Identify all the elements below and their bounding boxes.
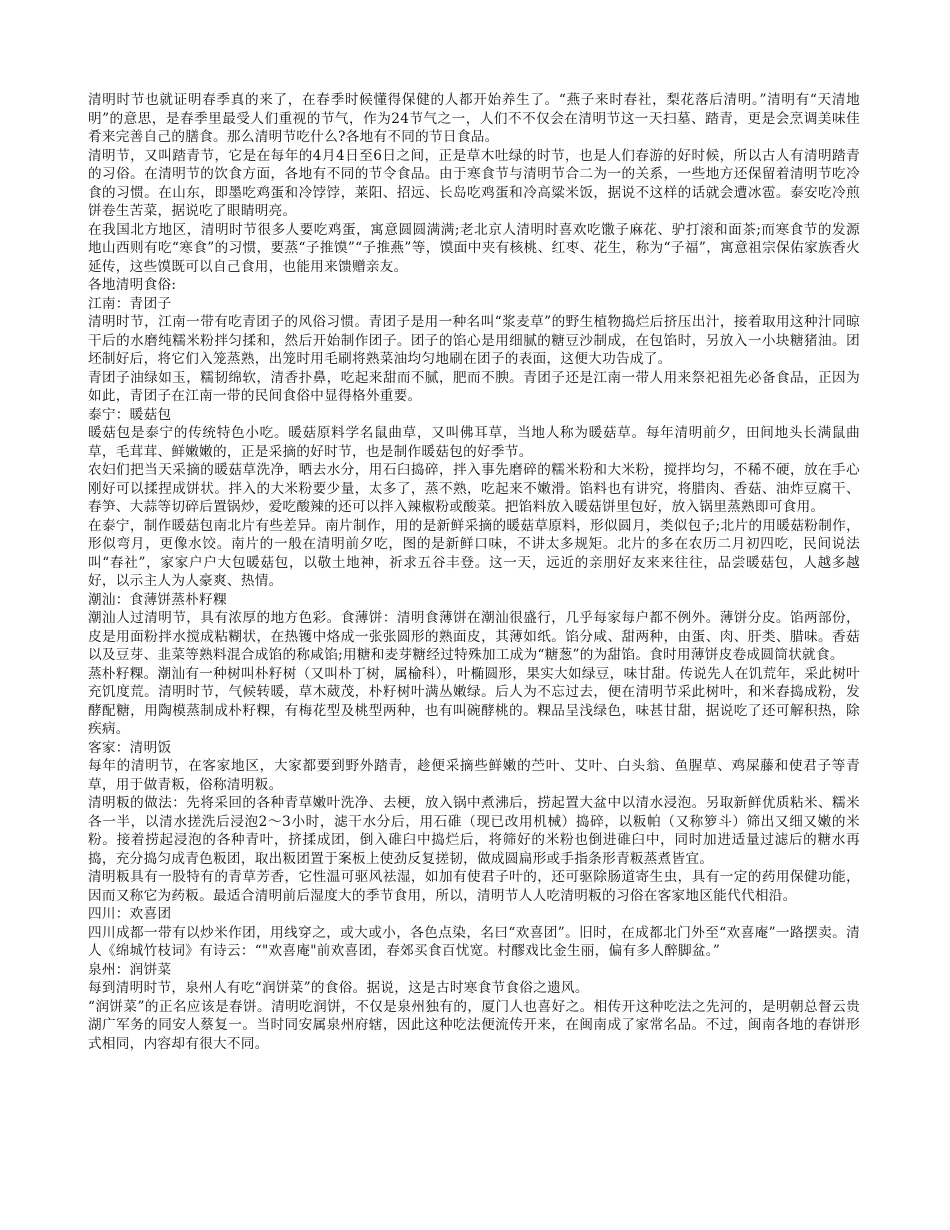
document-body [88,91,860,1053]
heading-sichuan: 四川：欢喜团 [88,906,172,922]
north-china-paragraph: 在我国北方地区，清明时节很多人要吃鸡蛋，寓意圆圆满满;老北京人清明时喜欢吃馓子麻花、驴打滚和面茶;而寒食节的发源地山西则有吃“寒食”的习惯，要蒸“子推馍”“子推燕”等，馍面中夹有核桃、红枣、花生，称为“子福”，寓意祖宗保佑家族香火延传，这些馍既可以自己食用，也能用来馈赠亲友。 [88,221,860,275]
heading-taining: 泰宁：暖菇包 [88,406,172,423]
intro-paragraph: 清明时节也就证明春季真的来了，在春季时候懂得保健的人都开始养生了。“燕子来时春社，梨花落后清明。”清明有“天清地明”的意思，是春季里最受人们重视的节气，作为24节气之一，人们不不仅会在清明节这一天扫墓、踏青，更是会烹调美味佳肴来完善自己的膳食。那么清明节吃什么?各地有不同的节日食品。 [88,92,860,145]
sichuan-paragraph: 四川成都一带有以炒米作团，用线穿之，或大或小，各色点染，名曰“欢喜团”。旧时，在成都北门外至“欢喜庵”一路摆卖。清人《绵城竹枝词》有诗云：“"欢喜庵"前欢喜团，春郊买食百忧宽。村醪戏比金生丽，偏有多人醉脚盆。” [88,924,860,959]
jiangnan-paragraph-2: 青团子油绿如玉，糯韧绵软，清香扑鼻，吃起来甜而不腻，肥而不腴。青团子还是江南一带人用来祭祀祖先必备食品，正因为如此，青团子在江南一带的民间食俗中显得格外重要。 [88,369,860,404]
heading-hakka: 客家：清明饭 [88,739,172,756]
qingming-origin-paragraph: 清明节，又叫踏青节，它是在每年的4月4日至6日之间，正是草木吐绿的时节，也是人们春游的好时候，所以古人有清明踏青的习俗。在清明节的饮食方面，各地有不同的节令食品。由于寒食节与清明节合二为一的关系，一些地方还保留着清明节吃冷食的习惯。在山东，即墨吃鸡蛋和冷饽饽，莱阳、招远、长岛吃鸡蛋和冷高粱米饭，据说不这样的话就会遭冰雹。泰安吃冷煎饼卷生苦菜，据说吃了眼睛明亮。 [88,147,860,219]
jiangnan-paragraph-1: 清明时节，江南一带有吃青团子的风俗习惯。青团子是用一种名叫“浆麦草”的野生植物捣烂后挤压出汁，接着取用这种汁同晾干后的水磨纯糯米粉拌匀揉和，然后开始制作团子。团子的馅心是用细腻的糖豆沙制成，在包馅时，另放入一小块糖猪油。团坯制好后，将它们入笼蒸熟，出笼时用毛刷将熟菜油均匀地刷在团子的表面，这便大功告成了。 [88,314,860,367]
taining-paragraph-2: 农妇们把当天采摘的暖菇草洗净，晒去水分，用石臼捣碎，拌入事先磨碎的糯米粉和大米粉，搅拌均匀，不稀不硬，放在手心刚好可以揉捏成饼状。拌入的大米粉要少量，太多了，蒸不熟，吃起来不嫩滑。馅料也有讲究，将腊肉、香菇、油炸豆腐干、春笋、大蒜等切碎后置锅炒，爱吃酸辣的还可以拌入辣椒粉或酸菜。把馅料放入暖菇饼里包好，放入锅里蒸熟即可食用。 [88,462,860,515]
heading-chaoshan: 潮汕：食薄饼蒸朴籽粿 [88,591,227,608]
section-heading-regional-food: 各地清明食俗: [88,277,177,293]
taining-paragraph-3: 在泰宁，制作暖菇包南北片有些差异。南片制作，用的是新鲜采摘的暖菇草原料，形似圆月，类似包子;北片的用暖菇粉制作，形似弯月，更像水饺。南片的一般在清明前夕吃，图的是新鲜口味，不讲太多规矩。北片的多在农历二月初四吃，民间说法叫“春社”，家家户户大包暖菇包，以敬土地神，祈求五谷丰登。这一天，远近的亲朋好友来来往往，品尝暖菇包，人越多越好，以示主人为人豪爽、热情。 [88,517,860,589]
hakka-paragraph-2: 清明粄的做法：先将采回的各种青草嫩叶洗净、去梗，放入锅中煮沸后，捞起置大盆中以清水浸泡。另取新鲜优质粘米、糯米各一半，以清水搓洗后浸泡2～3小时，滤干水分后，用石碓（现已改用机械）捣碎，以粄帕（又称箩斗）筛出又细又嫩的米粉。接着捞起浸泡的各种青叶，挤揉成团，倒入碓臼中捣烂后，将筛好的米粉也倒进碓臼中，同时加进适量过滤后的糖水再捣，充分捣匀成青色粄团，取出粄团置于案板上使劲反复搓韧，做成圆扁形或手指条形青粄蒸煮皆宜。 [88,795,860,867]
chaoshan-paragraph-1: 潮汕人过清明节，具有浓厚的地方色彩。食薄饼：清明食薄饼在潮汕很盛行，几乎每家每户都不例外。薄饼分皮。馅两部份，皮是用面粉拌水搅成粘糊状，在热镬中烙成一张张圆形的熟面皮，其薄如纸。馅分咸、甜两种，由蛋、肉、肝类、腊味。香菇以及豆芽、韭菜等熟料混合成馅的称咸馅;用糖和麦芽糖经过特殊加工成为“糖葱”的为甜馅。食时用薄饼皮卷成圆筒状就食。 [88,610,860,663]
taining-paragraph-1: 暖菇包是泰宁的传统特色小吃。暖菇原料学名鼠曲草，又叫佛耳草，当地人称为暖菇草。每年清明前夕，田间地头长满鼠曲草，毛茸茸、鲜嫩嫩的，正是采摘的好时节，也是制作暖菇包的好季节。 [88,425,860,460]
heading-jiangnan: 江南：青团子 [88,295,172,312]
quanzhou-paragraph-1: 每到清明时节，泉州人有吃“润饼菜”的食俗。据说，这是古时寒食节食俗之遗风。 [88,980,589,996]
hakka-paragraph-1: 每年的清明节，在客家地区，大家都要到野外踏青，趁便采摘些鲜嫩的苎叶、艾叶、白头翁、鱼腥草、鸡屎藤和使君子等青草，用于做青粄，俗称清明粄。 [88,758,860,793]
hakka-paragraph-3: 清明粄具有一股特有的青草芳香，它性温可驱风祛湿，如加有使君子叶的，还可驱除肠道寄生虫，具有一定的药用保健功能，因而又称它为药粄。最适合清明前后湿度大的季节食用，所以，清明节人人吃清明粄的习俗在客家地区能代代相沿。 [88,869,860,904]
chaoshan-paragraph-2: 蒸朴籽粿。潮汕有一种树叫朴籽树（又叫朴丁树，属榆科），叶椭圆形，果实大如绿豆，味甘甜。传说先人在饥荒年，采此树叶充饥度荒。清明时节，气候转暖，草木葳茂，朴籽树叶满丛嫩绿。后人为不忘过去，便在清明节采此树叶，和米舂捣成粉，发酵配糖，用陶模蒸制成朴籽粿，有梅花型及桃型两种，也有叫碗酵桃的。粿品呈浅绿色，味甚甘甜，据说吃了还可解积热，除疾病。 [88,665,860,737]
heading-quanzhou: 泉州：润饼菜 [88,961,172,978]
quanzhou-paragraph-2: “润饼菜”的正名应该是春饼。清明吃润饼，不仅是泉州独有的，厦门人也喜好之。相传开这种吃法之先河的，是明朝总督云贵湖广军务的同安人蔡复一。当时同安属泉州府辖，因此这种吃法便流传开来，在闽南成了家常名品。不过，闽南各地的春饼形式相同，内容却有很大不同。 [88,998,860,1052]
